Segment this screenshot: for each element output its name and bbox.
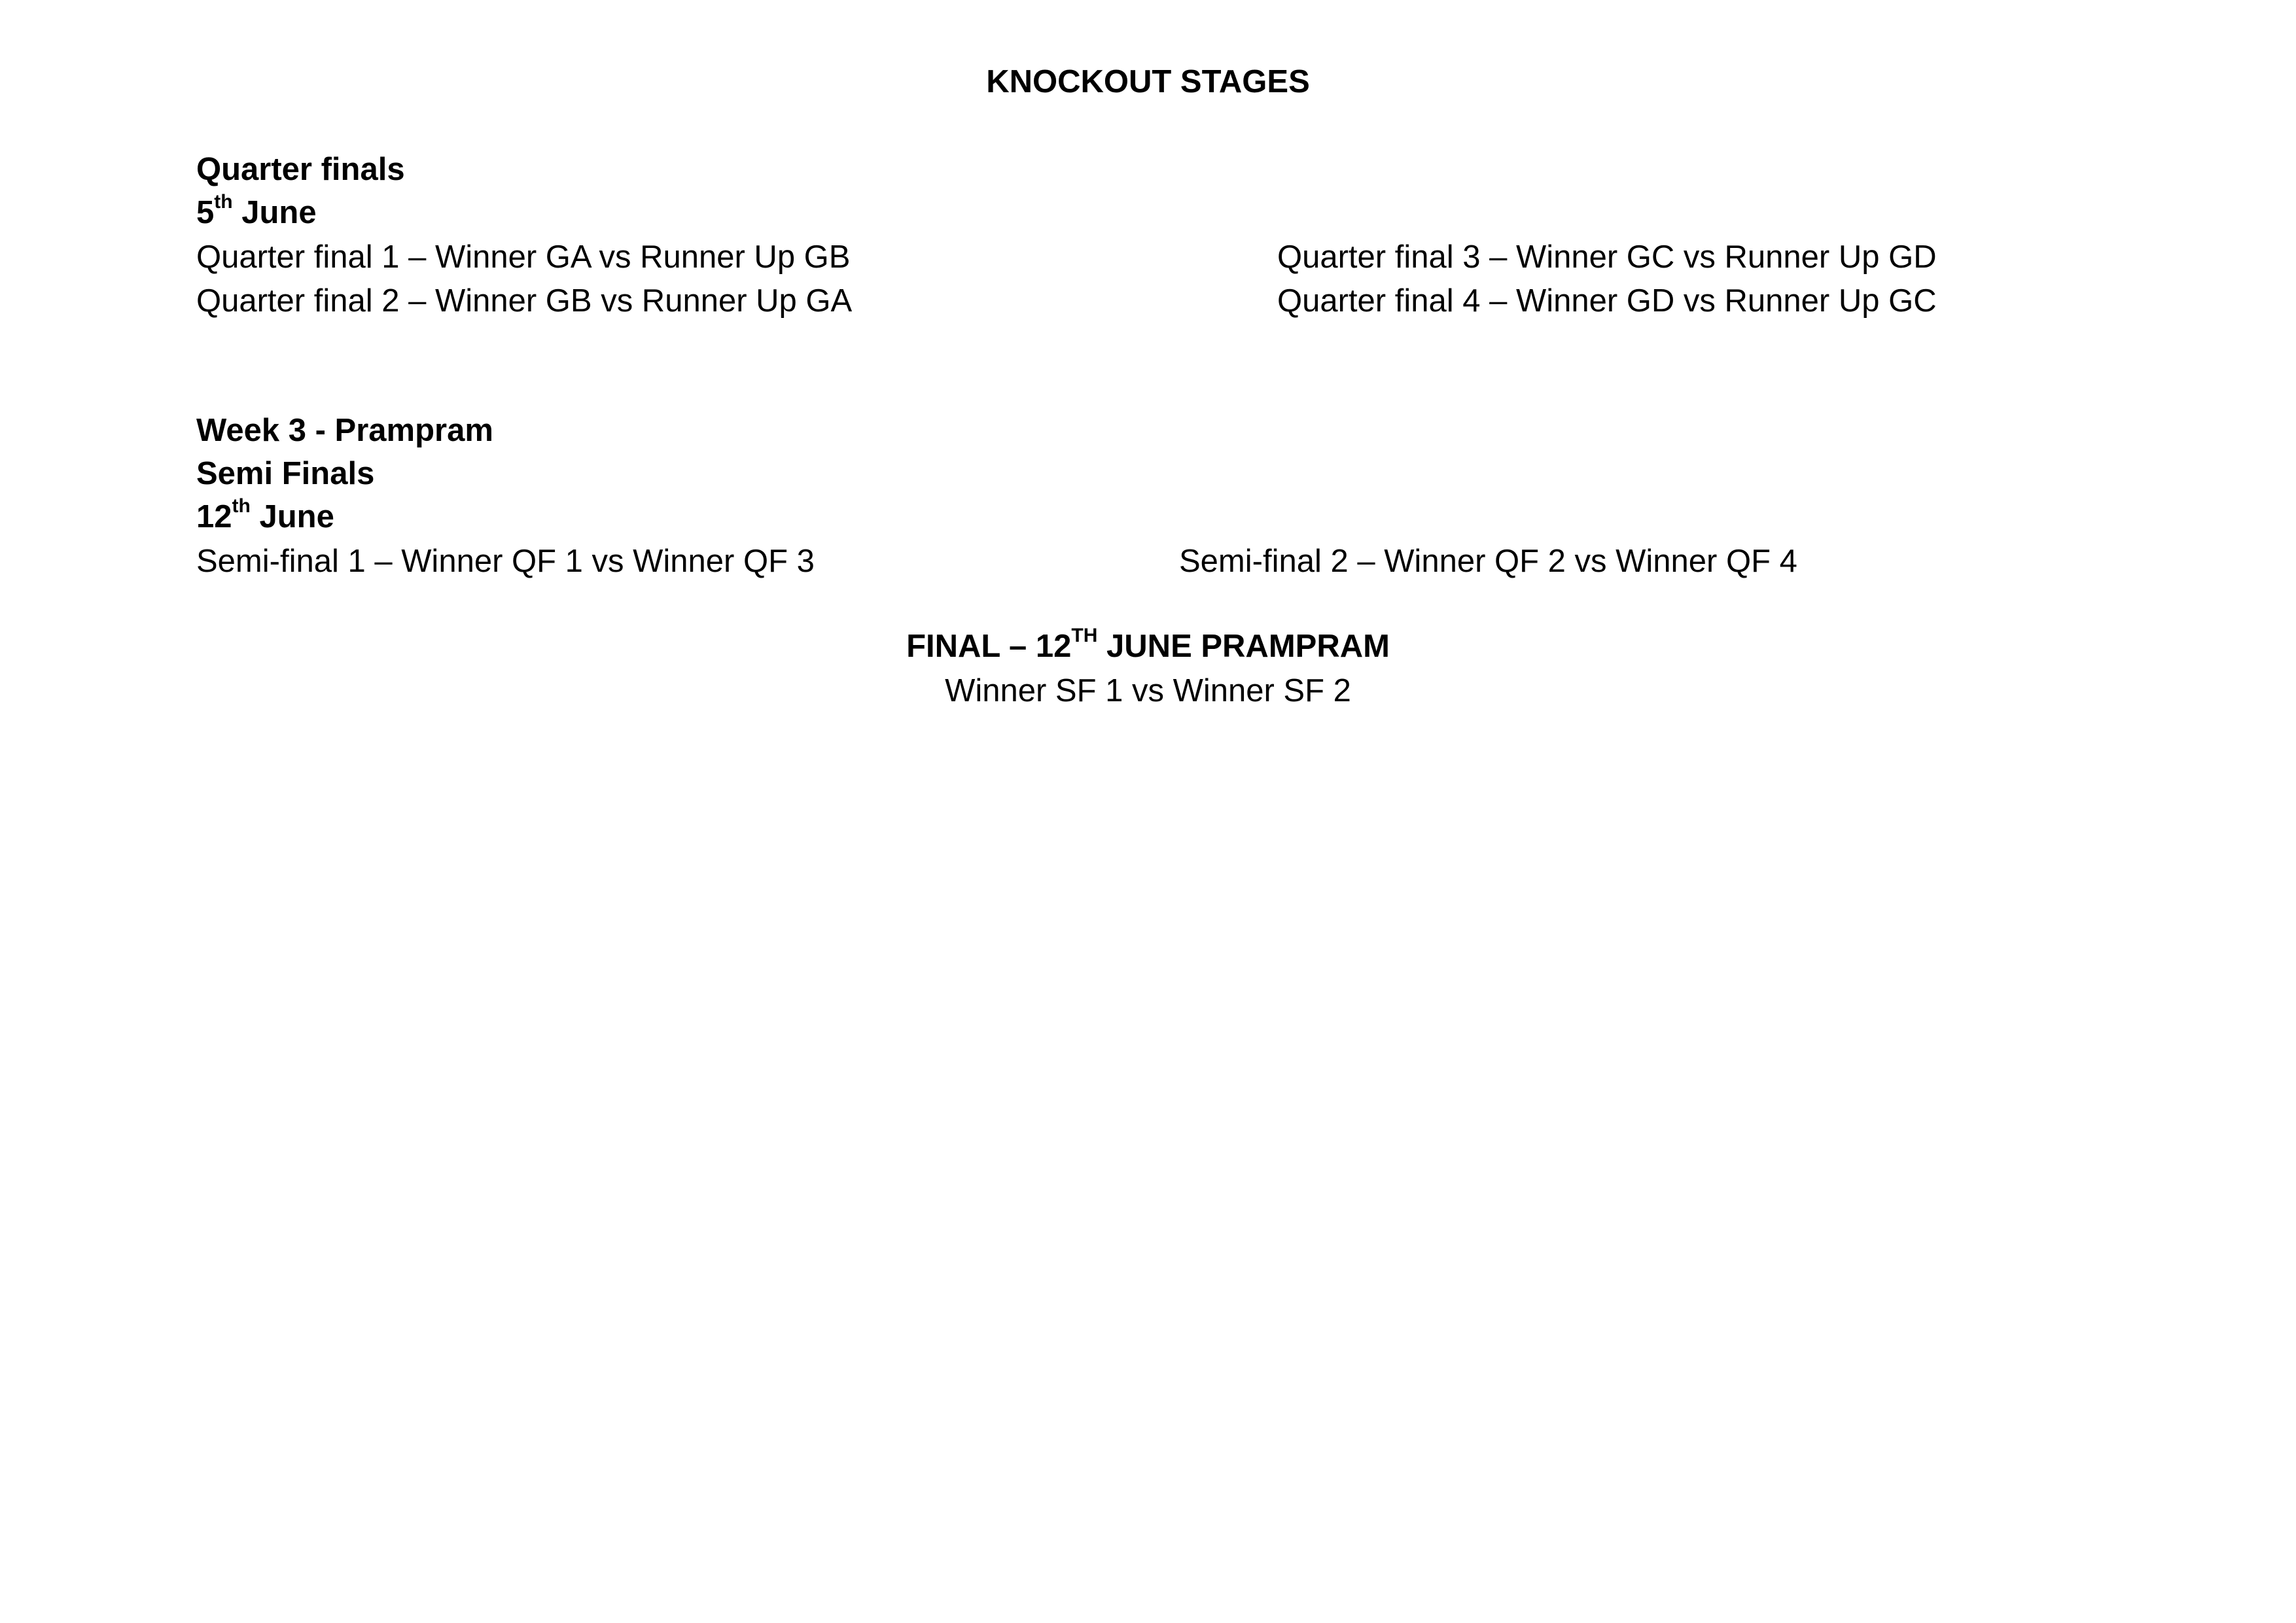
quarter-final-3: Quarter final 3 – Winner GC vs Runner Up GD — [1277, 239, 1937, 275]
final-heading-prefix: FINAL – 12 — [906, 629, 1072, 664]
semi-final-2: Semi-final 2 – Winner QF 2 vs Winner QF 4 — [1179, 544, 1797, 579]
quarter-final-1: Quarter final 1 – Winner GA vs Runner Up GB — [196, 239, 851, 275]
quarter-final-2: Quarter final 2 – Winner GB vs Runner Up GA — [196, 283, 853, 319]
semi-final-1: Semi-final 1 – Winner QF 1 vs Winner QF 3 — [196, 544, 815, 579]
final-match: Winner SF 1 vs Winner SF 2 — [945, 673, 1351, 708]
quarter-finals-date — [196, 191, 317, 234]
quarter-final-4: Quarter final 4 – Winner GD vs Runner Up GC — [1277, 283, 1937, 319]
semi-finals-heading: Semi Finals — [196, 456, 375, 491]
semi-finals-date — [196, 495, 334, 538]
date-suffix: th — [232, 495, 251, 517]
date-day: 12 — [196, 499, 232, 534]
final-heading — [0, 625, 2296, 668]
date-suffix: th — [214, 190, 233, 213]
date-day: 5 — [196, 195, 215, 230]
date-month: June — [259, 499, 334, 534]
week-label: Week 3 - Prampram — [196, 413, 493, 448]
date-month: June — [241, 195, 317, 230]
final-heading-rest: JUNE PRAMPRAM — [1106, 629, 1390, 664]
page-title: KNOCKOUT STAGES — [986, 64, 1310, 99]
quarter-finals-heading: Quarter finals — [196, 152, 405, 187]
final-heading-suffix: TH — [1071, 624, 1098, 646]
